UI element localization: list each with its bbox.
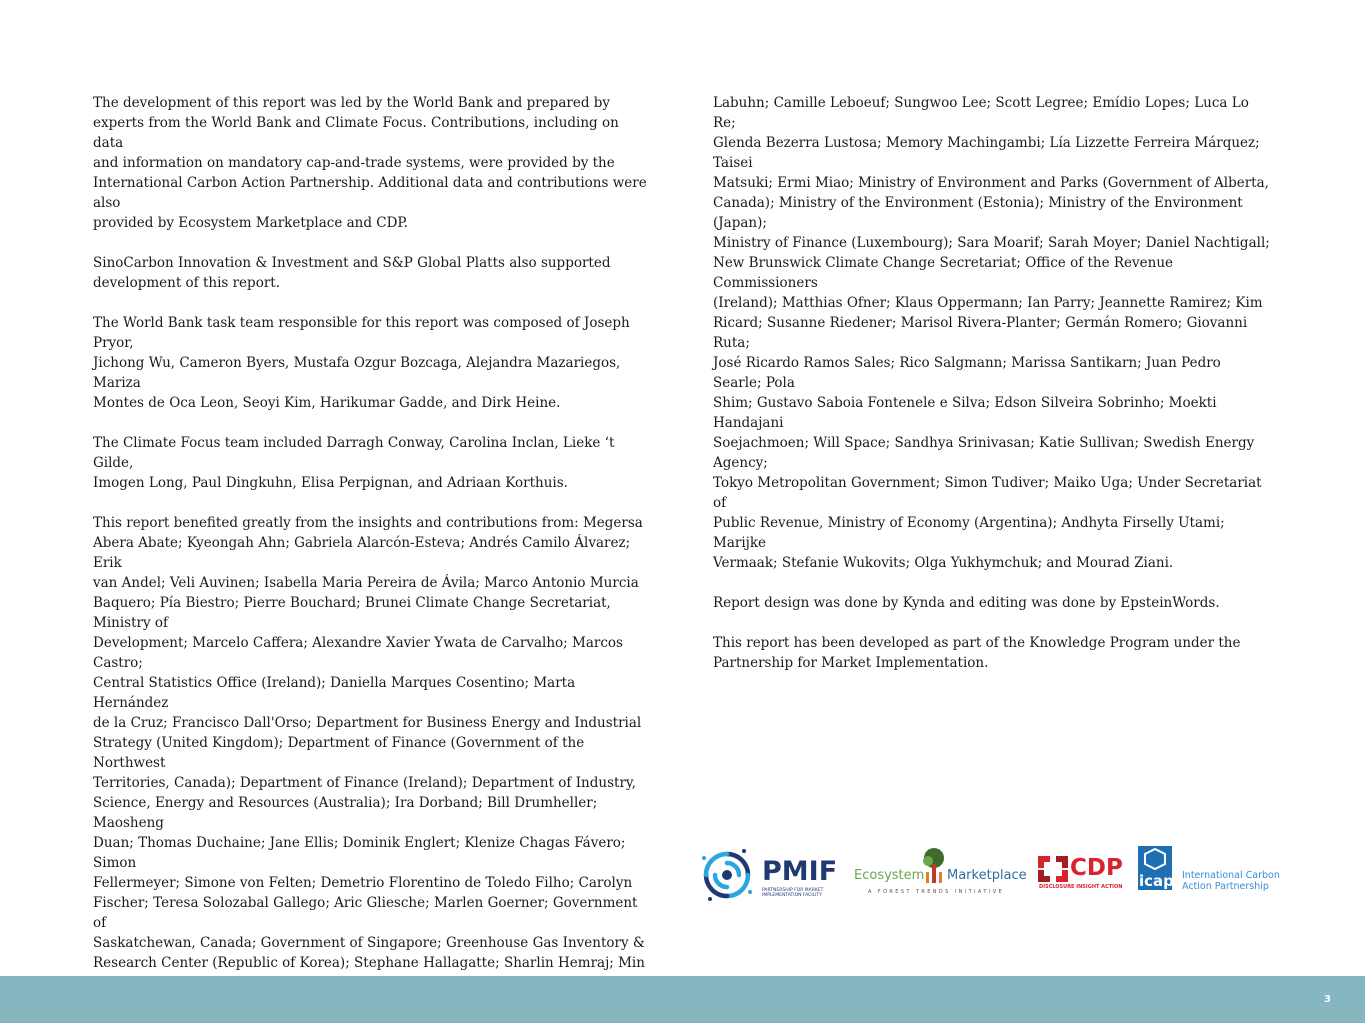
- paragraph-support: SinoCarbon Innovation & Investment and S&P Global Platts also supported development of this report.: [93, 255, 611, 291]
- pmif-wordmark: PMIF: [762, 856, 838, 887]
- pmif-logo: [698, 846, 838, 904]
- paragraph-design-editing: Report design was done by Kynda and editing was done by EpsteinWords.: [713, 595, 1220, 611]
- paragraph-world-bank-team: The World Bank task team responsible for this report was composed of Joseph Pryor, Jichong Wu, Cameron Byers, Mustafa Ozgur Bozcaga, Alejandra Mazariegos, Mariza Montes de Oca Leon, Seoyi Kim, Harikumar Gadde, and Dirk Heine.: [93, 315, 630, 411]
- pmif-subtitle: PARTNERSHIP FOR MARKET IMPLEMENTATION FACILITY: [762, 888, 824, 898]
- icap-logo: [1138, 846, 1278, 896]
- ecosystem-subtitle: A FOREST TRENDS INITIATIVE: [868, 889, 1005, 895]
- paragraph-contributors: This report benefited greatly from the insights and contributions from: Megersa Abera Abate; Kyeongah Ahn; Gabriela Alarcón-Esteva; Andrés Camilo Álvarez; Erik van Andel; Veli Auvinen; Isabella Maria Pereira de Ávila; Marco Antonio Murcia Baquero; Pía Biestro; Pierre Bouchard; Brunei Climate Change Secretariat, Ministry of Development; Marcelo Caffera; Alexandre Xavier Ywata de Carvalho; Marcos Castro; Central Statistics Office (Ireland); Daniella Marques Cosentino; Marta Hernández de la Cruz; Francisco Dall'Orso; Department for Business Energy and Industrial Strategy (United Kingdom); Department of Finance (Government of the Northwest Territories, Canada); Department of Finance (Ireland); Department of Industry, Science, Energy and Resources (Australia); Ira Dorband; Bill Drumheller; Maosheng Duan; Thomas Duchaine; Jane Ellis; Dominik Englert; Klenize Chagas Fávero; Simon Fellermeyer; Simone von Felten; Demetrio Florentino de Toledo Filho; Carolyn Fischer; Teresa Solozabal Gallego; Aric Gliesche; Marlen Goerner; Government of Saskatchewan, Canada; Government of Singapore; Greenhouse Gas Inventory & Research Center (Republic of Korea); Stephane Hallagatte; Sharlin Hemraj; Min: [93, 515, 645, 971]
- paragraph-climate-focus-team: The Climate Focus team included Darragh Conway, Carolina Inclan, Lieke ‘t Gilde, Imogen Long, Paul Dingkuhn, Elisa Perpignan, and Adriaan Korthuis.: [93, 435, 615, 491]
- ecosystem-marketplace-logo: [854, 848, 1027, 898]
- footer-bar: [0, 976, 1365, 1023]
- marketplace-wordmark: Marketplace: [947, 868, 1027, 883]
- cdp-wordmark: CDP: [1070, 855, 1123, 881]
- icap-name: International Carbon Action Partnership: [1182, 870, 1280, 892]
- pmif-swirl-icon: [698, 846, 756, 904]
- right-text-column: [713, 93, 1273, 693]
- icap-box: [1138, 846, 1172, 890]
- paragraph-knowledge-program: This report has been developed as part of the Knowledge Program under the Partnership for Market Implementation.: [713, 635, 1241, 671]
- globe-icon: [1143, 848, 1167, 870]
- cdp-subtitle: DISCLOSURE INSIGHT ACTION: [1039, 884, 1123, 890]
- ecosystem-wordmark: Ecosystem: [854, 868, 925, 883]
- paragraph-lead: The development of this report was led by the World Bank and prepared by experts from the World Bank and Climate Focus. Contributions, including on data and information on mandatory cap-and-trade systems, were provided by the International Carbon Action Partnership. Additional data and contributions were also provided by Ecosystem Marketplace and CDP.: [93, 95, 647, 231]
- left-text-column: [93, 93, 653, 1013]
- partner-logos: [698, 842, 1278, 906]
- page-number: 3: [1324, 994, 1331, 1005]
- cdp-arrows-icon: [1036, 854, 1070, 884]
- icap-abbr: icap: [1139, 872, 1174, 890]
- cdp-logo: [1036, 852, 1126, 892]
- paragraph-contributors-continued: Labuhn; Camille Leboeuf; Sungwoo Lee; Scott Legree; Emídio Lopes; Luca Lo Re; Glenda Bezerra Lustosa; Memory Machingambi; Lía Lizzette Ferreira Márquez; Taisei Matsuki; Ermi Miao; Ministry of Environment and Parks (Government of Alberta, Canada); Ministry of the Environment (Estonia); Ministry of the Environment (Japan); Ministry of Finance (Luxembourg); Sara Moarif; Sarah Moyer; Daniel Nachtigall; New Brunswick Climate Change Secretariat; Office of the Revenue Commissioners (Ireland); Matthias Ofner; Klaus Oppermann; Ian Parry; Jeannette Ramirez; Kim Ricard; Susanne Riedener; Marisol Rivera-Planter; Germán Romero; Giovanni Ruta; José Ricardo Ramos Sales; Rico Salgmann; Marissa Santikarn; Juan Pedro Searle; Pola Shim; Gustavo Saboia Fontenele e Silva; Edson Silveira Sobrinho; Moekti Handajani Soejachmoen; Will Space; Sandhya Srinivasan; Katie Sullivan; Swedish Energy Agency; Tokyo Metropolitan Government; Simon Tudiver; Maiko Uga; Under Secretariat of Public Revenue, Ministry of Economy (Argentina); Andhyta Firselly Utami; Marijke Vermaak; Stefanie Wukovits; Olga Yukhymchuk; and Mourad Ziani.: [713, 95, 1270, 571]
- tree-icon: [920, 848, 948, 884]
